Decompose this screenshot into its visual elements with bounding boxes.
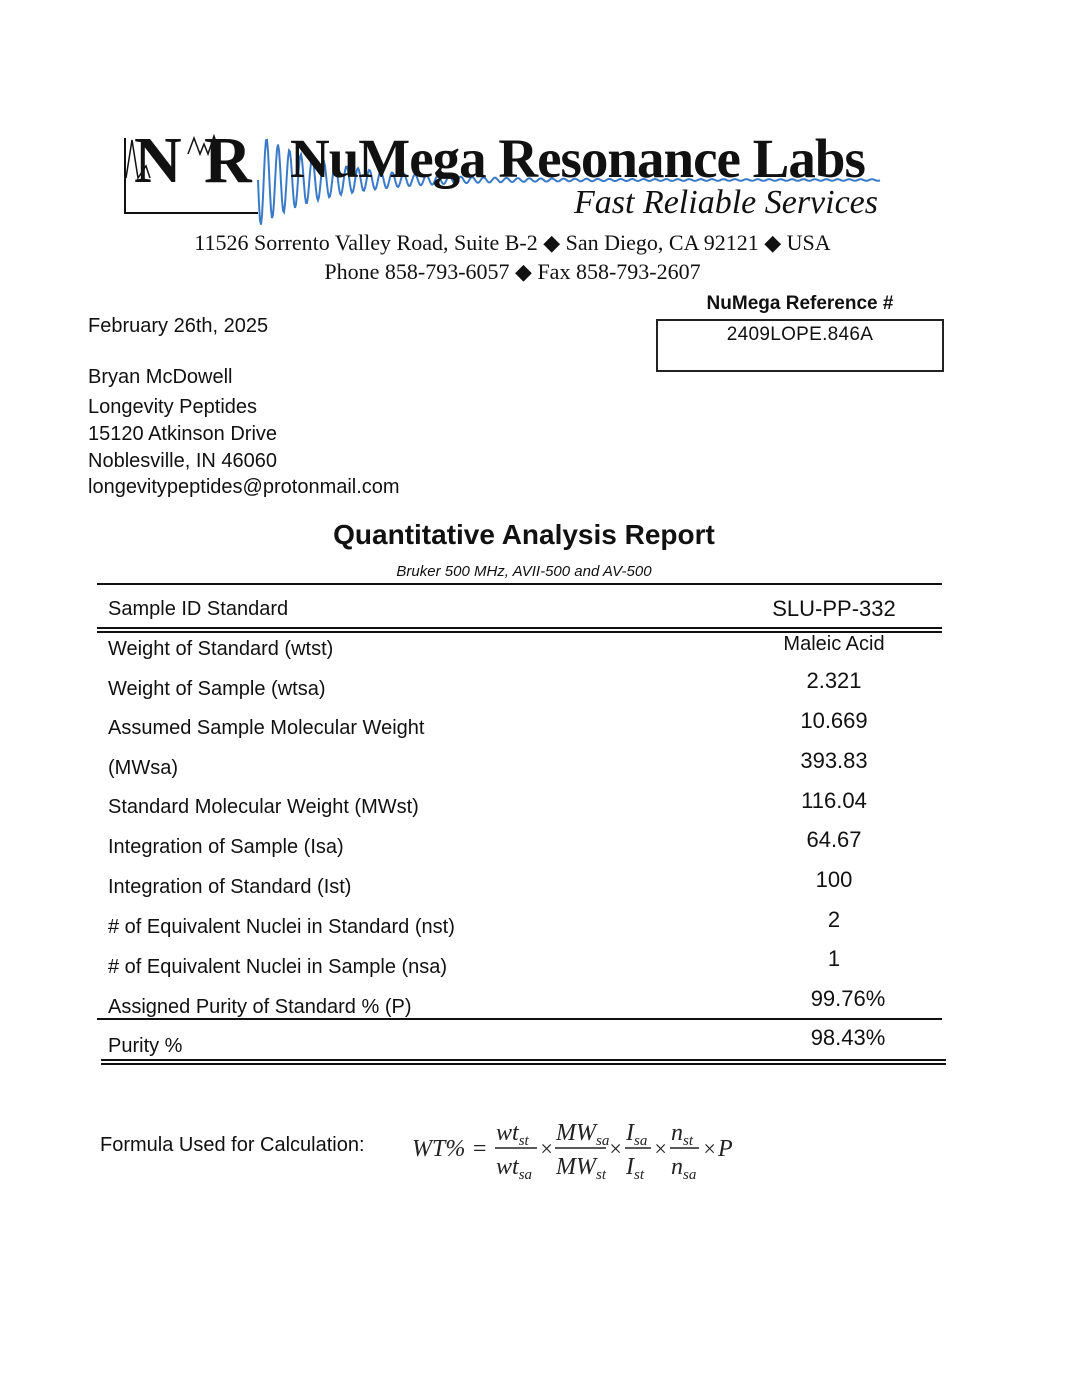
row-value-mwsa: 393.83 [800,748,868,773]
row-value-weight-standard: Maleic Acid [783,633,885,655]
tagline: Fast Reliable Services [574,184,879,221]
row-value-sample-id: SLU-PP-332 [772,596,896,621]
reference-label: NuMega Reference # [706,293,894,314]
row-label-integration-sample: Integration of Sample (Isa) [108,836,344,858]
row-value-assigned-purity: 99.76% [810,986,886,1011]
recipient-city: Noblesville, IN 46060 [88,450,277,472]
recipient-email: longevitypeptides@protonmail.com [88,476,400,498]
svg-text:×: × [653,1136,668,1161]
svg-text:×: × [608,1136,623,1161]
formula-lhs: WT% = [412,1136,488,1162]
reference-value: 2409LOPE.846A [726,324,874,345]
svg-text:nsa: $n_{sa}$ [671,1154,697,1183]
row-label-assigned-purity: Assigned Purity of Standard % (P) [108,996,412,1018]
recipient-name: Bryan McDowell [88,366,233,388]
row-label-standard-mw: Standard Molecular Weight (MWst) [108,796,419,818]
svg-text:×: × [539,1136,554,1161]
row-label-mwsa: (MWsa) [108,757,178,779]
row-value-purity: 98.43% [810,1025,886,1050]
svg-text:×: × [702,1136,717,1161]
row-label-weight-sample: Weight of Sample (wtsa) [108,678,326,700]
table-header-rule-1 [97,627,942,629]
purity-formula [406,1110,746,1190]
report-title: Quantitative Analysis Report [333,519,715,550]
logo-letter-r: R [204,124,252,197]
row-value-weight-sample: 2.321 [806,668,862,693]
lab-address: 11526 Sorrento Valley Road, Suite B-2 ◆ San Diego, CA 92121 ◆ USA [194,230,831,255]
report-date: February 26th, 2025 [88,315,269,337]
table-bottom-rule-1 [101,1059,946,1061]
table-top-rule [97,583,942,585]
svg-text:P: P [718,1136,733,1162]
row-label-integration-standard: Integration of Standard (Ist) [108,876,352,898]
formula-label: Formula Used for Calculation: [100,1134,365,1156]
row-label-purity: Purity % [108,1035,183,1057]
svg-text:wtsa: $wt_{sa}$ [496,1154,533,1183]
row-value-assumed-mw: 10.669 [800,708,868,733]
row-label-sample-id: Sample ID Standard [108,598,289,620]
recipient-street: 15120 Atkinson Drive [88,423,278,445]
table-bottom-rule-2 [101,1063,946,1065]
logo-letter-n: N [134,124,182,197]
svg-text:nst: $n_{st}$ [671,1120,694,1149]
row-value-nuclei-standard: 2 [827,907,841,932]
row-label-weight-standard: Weight of Standard (wtst) [108,638,334,660]
row-value-nuclei-sample: 1 [827,946,841,971]
lab-contact: Phone 858-793-6057 ◆ Fax 858-793-2607 [324,259,701,284]
recipient-company: Longevity Peptides [88,396,258,418]
row-label-nuclei-sample: # of Equivalent Nuclei in Sample (nsa) [108,956,448,978]
svg-text:MWsa: $MW_{sa}$ [556,1120,610,1149]
svg-text:MWst: $MW_{st}$ [556,1154,606,1183]
row-label-assumed-mw: Assumed Sample Molecular Weight [108,717,425,739]
svg-text:Ist: $I_{st}$ [626,1154,645,1183]
row-value-integration-sample: 64.67 [806,827,862,852]
row-label-nuclei-standard: # of Equivalent Nuclei in Standard (nst) [108,916,455,938]
report-subtitle: Bruker 500 MHz, AVII-500 and AV-500 [396,563,652,580]
table-total-rule [97,1018,942,1020]
lab-name: NuMega Resonance Labs [290,128,865,189]
row-value-integration-standard: 100 [815,867,853,892]
svg-text:Isa: $I_{sa}$ [626,1120,648,1149]
svg-text:wtst: $wt_{st}$ [496,1120,529,1149]
row-value-standard-mw: 116.04 [801,788,867,813]
